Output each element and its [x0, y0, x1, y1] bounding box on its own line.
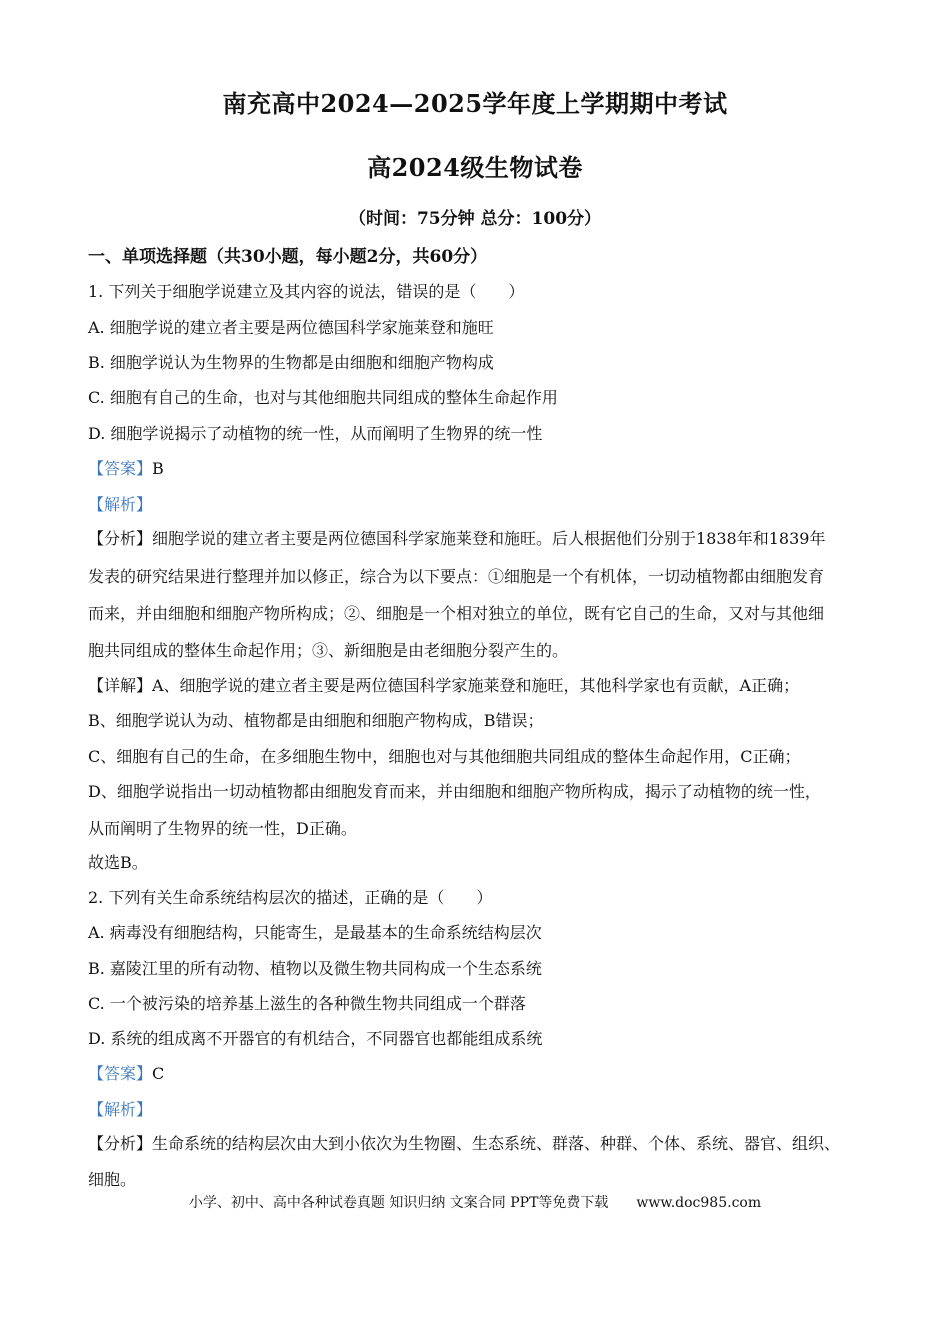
question-1-detail-line: C、细胞有自己的生命，在多细胞生物中，细胞也对与其他细胞共同组成的整体生命起作用，C正确； [88, 747, 801, 766]
question-1-detail-line: 【详解】A、细胞学说的建立者主要是两位德国科学家施莱登和施旺，其他科学家也有贡献，A正确； [88, 676, 800, 695]
answer-value: B [152, 459, 164, 478]
question-1-option-b: B. 细胞学说认为生物界的生物都是由细胞和细胞产物构成 [88, 353, 494, 372]
question-1-detail-line: B、细胞学说认为动、植物都是由细胞和细胞产物构成，B错误； [88, 711, 544, 730]
answer-tag: 【答案】 [88, 1064, 153, 1083]
question-2-analysis-line: 细胞。 [88, 1170, 137, 1189]
question-1-analysis-line: 发表的研究结果进行整理并加以修正，综合为以下要点：①细胞是一个有机体，一切动植物都由细胞发育 [88, 567, 825, 586]
question-2-stem: 2. 下列有关生命系统结构层次的描述，正确的是（ ） [88, 888, 493, 907]
page-footer [0, 1192, 950, 1212]
question-1-conclusion: 故选B。 [88, 853, 148, 872]
answer-value: C [152, 1064, 165, 1083]
question-2-option-d: D. 系统的组成离不开器官的有机结合，不同器官也都能组成系统 [88, 1029, 543, 1048]
question-1-analysis-line: 胞共同组成的整体生命起作用；③、新细胞是由老细胞分裂产生的。 [88, 641, 569, 660]
question-1-stem: 1. 下列关于细胞学说建立及其内容的说法，错误的是（ ） [88, 282, 525, 301]
section-heading: 一、单项选择题（共30小题，每小题2分，共60分） [88, 247, 488, 267]
question-1-option-a: A. 细胞学说的建立者主要是两位德国科学家施莱登和施旺 [88, 318, 494, 337]
question-1-option-c: C. 细胞有自己的生命，也对与其他细胞共同组成的整体生命起作用 [88, 388, 558, 407]
footer-link[interactable]: www.doc985.com [636, 1195, 762, 1211]
question-2-option-b: B. 嘉陵江里的所有动物、植物以及微生物共同构成一个生态系统 [88, 959, 542, 978]
question-1-option-d: D. 细胞学说揭示了动植物的统一性，从而阐明了生物界的统一性 [88, 424, 543, 443]
question-2-explain-tag: 【解析】 [88, 1100, 153, 1119]
question-2-analysis-line: 【分析】生命系统的结构层次由大到小依次为生物圈、生态系统、群落、种群、个体、系统、器官、组织、 [88, 1134, 841, 1153]
question-1-answer [88, 456, 164, 479]
question-1-detail-line: 从而阐明了生物界的统一性，D正确。 [88, 819, 357, 838]
question-1-detail-line: D、细胞学说指出一切动植物都由细胞发育而来，并由细胞和细胞产物所构成，揭示了动植物的统一性， [88, 782, 821, 801]
question-1-explain-tag: 【解析】 [88, 495, 153, 514]
question-2-option-a: A. 病毒没有细胞结构，只能寄生，是最基本的生命系统结构层次 [88, 923, 542, 942]
exam-meta: （时间：75分钟 总分：100分） [348, 209, 602, 229]
exam-subtitle: 高2024级生物试卷 [367, 153, 583, 182]
question-2-answer [88, 1061, 164, 1084]
exam-title: 南充高中2024—2025学年度上学期期中考试 [222, 89, 728, 118]
answer-tag: 【答案】 [88, 459, 153, 478]
question-1-analysis-line: 而来，并由细胞和细胞产物所构成；②、细胞是一个相对独立的单位，既有它自己的生命，又对与其他细 [88, 604, 825, 623]
question-1-analysis-line: 【分析】细胞学说的建立者主要是两位德国科学家施莱登和施旺。后人根据他们分别于1838年和1839年 [88, 529, 826, 548]
footer-text: 小学、初中、高中各种试卷真题 知识归纳 文案合同 PPT等免费下载 [188, 1195, 609, 1211]
question-2-option-c: C. 一个被污染的培养基上滋生的各种微生物共同组成一个群落 [88, 994, 526, 1013]
